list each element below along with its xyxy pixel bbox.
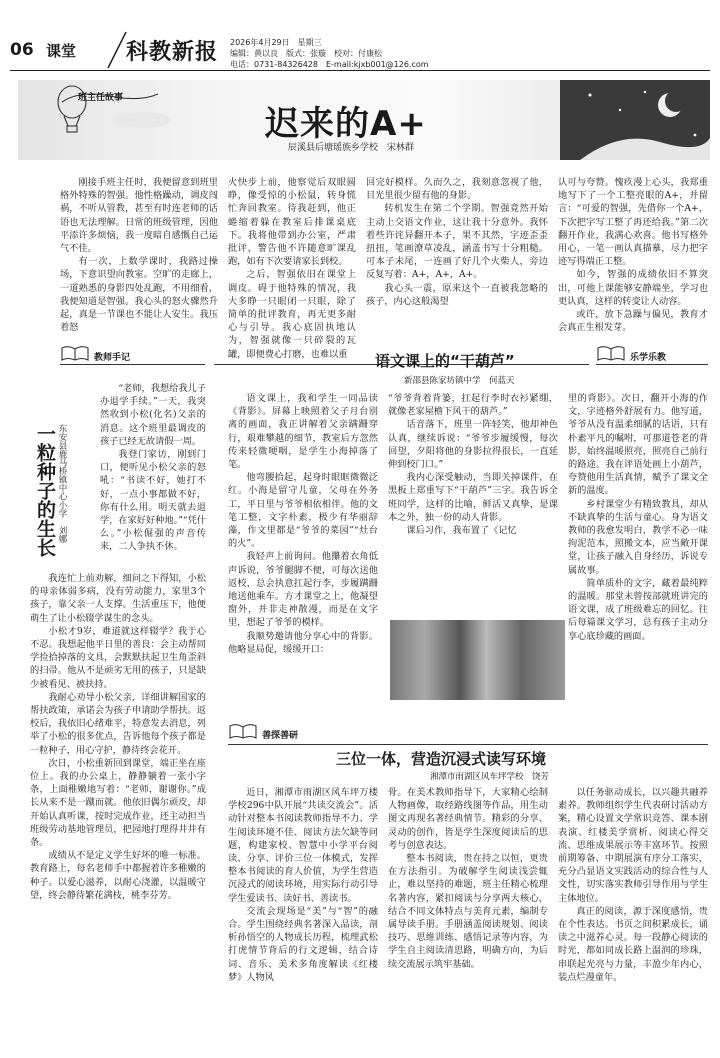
fun-learning-column-1 (228, 392, 378, 662)
paper-title: 科教新报 (126, 39, 219, 65)
header-info (230, 37, 429, 70)
fun-learning-column-2 (388, 392, 558, 616)
paragraph: 我耐心劝导小松父亲，详细讲解国家的帮扶政策，承诺会为孩子申请助学帮扶。返校后，我依旧心绪难平，特意发去消息，列举了小松的很多优点，告诉他每个孩子都是一粒种子，用心守护，静待终会花开。 (30, 691, 206, 756)
paragraph: 乡村课堂少有精致教具，却从不缺真挚的生活与童心。身为语文教师的我愈发明白，教学不必一味拘泥范本，照搬文本，应当敞开课堂，让孩子融入自身经历，诉说专属故事。 (568, 498, 708, 576)
teacher-notes-intro (100, 382, 206, 572)
feature-column-1 (60, 176, 218, 336)
fun-learning-title: 语文课上的“干葫芦” (375, 352, 515, 370)
feature-column-3 (366, 176, 548, 336)
night-sky-moon-icon (560, 80, 710, 160)
paragraph: 整本书阅读，贵在持之以恒，更贵在方法指引。为破解学生阅读浅尝辄止，难以坚持的难题，班主任精心梳理名著内容，紧扣阅读与分享两大核心，结合不同文体特点与美育元素，编制专属导读手册。手册涵盖阅读规划、阅读技巧、思维训练、感悟记录等内容，为学生自主阅读清思路，明确方向，为后续交流展示筑牢基础。 (388, 853, 548, 970)
paragraph: 里的背影》。次日，翻开小海的作文，字迹格外舒展有力。他写道，爷爷从没有温柔细腻的话语，只有朴素平凡的嘱咐，可那道苍老的背影，始终温暖照亮，照亮自己前行的路途。我在评语处画上小葫芦，夸赞他用生活真情，赋予了课文全新的温度。 (568, 393, 708, 497)
paragraph: 我连忙上前劝解，细问之下得知，小松的母亲体弱多病，没有劳动能力，家里3个孩子，靠父亲一人支撑。生活重压下，他便萌生了让小松辍学谋生的念头。 (30, 573, 206, 624)
paragraph: 回完好模样。久而久之，我刻意忽视了他，目光里很少留有他的身影。 (366, 177, 548, 202)
section-rule (60, 364, 205, 365)
teacher-notes-tag: 教师手记 (94, 353, 131, 363)
paragraph: 真正的阅读，源于深度感悟，贵在个性表达。书页之间积累成长，诵读之中滋养心灵。每一段静心阅读的时光，都如同成长路上温润的珍珠，串联起光亮与力量，丰盈少年内心，装点烂漫童年。 (558, 905, 708, 983)
fun-learning-byline: 新邵县陈家坊镇中学 何蓝天 (404, 376, 515, 386)
fun-learning-tag: 乐学乐教 (630, 353, 667, 363)
paragraph: 火快步上前，他察觉后双眼圆睁，像受惊的小松鼠，转身慌忙奔回教室。待我赶到，他正蜷缩着躲在教室后排课桌底下。我将他带到办公室，严肃批评，警告他不许随意旷课乱跑，如有下次要请家长到校。 (228, 177, 356, 268)
research-column-3 (558, 786, 708, 1050)
paragraph: 以任务驱动成长，以兴趣共融养素养。教师组织学生代表研讨活动方案，精心设置文学常识竞答、课本剧表演、红楼美学赏析、阅读心得交流、思维成果展示等丰富环节。按照前期筹备、中期展演有序分工落实，充分凸显语文实践活动的综合性与人文性，切实落实教师引导作用与学生主体地位。 (558, 787, 708, 904)
section-rule (228, 744, 708, 745)
feature-tag: 班主任故事 (78, 93, 124, 103)
paragraph: 我登门家访，刚到门口，便听见小松父亲的怒吼：“书读不好，她打不好，一点小事都做不好，你有什么用。明天就去退学，在家好好种地。”“凭什么。”小松倔强的声音传来，二人争执不休。 (100, 449, 206, 553)
paragraph: 刚接手班主任时，我便留意到班里格外特殊的智强。他性格躁动，调皮闯祸，不听从管教，甚至有时连老师的话语也无法理解。日常的班级管理，因他平添许多烦恼，我一度暗自感慨自己运气不佳。 (60, 177, 218, 255)
feature-byline: 辰溪县后塘瑶族乡学校 宋林群 (288, 143, 415, 153)
research-tag: 善探善研 (262, 731, 299, 741)
paragraph: 有一次，上数学课时，我路过操场，下意识望向教室。空旷的走廊上，一道熟悉的身影四处乱跑，不用细看，我便知道是智强。我心头的怒火骤然升起，真是一节课也不能让人安生。我压着怒 (60, 256, 218, 334)
page-number: 06 (10, 40, 34, 60)
research-byline: 湘潭市雨湖区风车坪学校 饶芳 (430, 772, 550, 782)
research-title: 三位一体，营造沉浸式读写环境 (336, 750, 547, 768)
paragraph: 我内心深受触动，当即关掉课件，在黑板上郑重写下“干葫芦”三字。我告诉全班同学，这样的比喻，鲜活又真挚，是课本之外，独一份的动人背影。 (388, 472, 558, 523)
paragraph: 交流会现场是“美”与“智”的融合。学生围绕经典名著深入品读，剖析孙悟空的人物成长历程，梳理武松打虎情节背后的行文逻辑，结合诗词、音乐、美术多角度解读《红楼梦》人物风 (228, 905, 378, 983)
teacher-notes-title: 一粒种子的生长 (34, 424, 56, 557)
open-book-icon (228, 722, 258, 740)
research-column-1 (228, 786, 378, 1050)
contact-line: 电话：0731-84326428 E-mail:kjxb001@126.com (230, 60, 429, 69)
paragraph: 他弯腰拾起，起身时眼眶微微泛红。小海是留守儿童，父母在外务工，平日里与爷爷相依相伴。他的文笔工整，文字朴素，极少有华丽辞藻，作文里都是“爷爷的菜园”“灶台的火”。 (228, 472, 378, 550)
date-line: 2026年4月29日 星期三 (230, 38, 322, 47)
teacher-notes-byline: 东安县鹿马桥镇中心小学 刘娜 (57, 424, 67, 543)
research-column-2 (388, 786, 548, 1050)
paragraph: “爷爷背着背篓，扛起行李时衣衫紧绷，就像老家屋檐下风干的葫芦。” (388, 393, 558, 418)
section-name: 课堂 (46, 42, 77, 60)
paragraph: 次日，小松重新回到课堂，端正坐在座位上。我的办公桌上，静静躺着一张小字条，上面稚嫩地写着：“老师，谢谢你。”成长从来不是一蹴而就。他依旧偶尔顽皮，却开始认真听课，按时完成作业，还主动担当班级劳动基地管理员，把园地打理得井井有条。 (30, 757, 206, 849)
paragraph: 骨。在美术教师指导下，大家精心绘制人物画像，取经路线图等作品，用生动图文再现名著经典情节。精彩的分享、灵动的创作，皆是学生深度阅读后的思考与创意表达。 (388, 787, 548, 851)
paragraph: 我轻声上前询问。他攥着衣角低声诉说，爷爷腿脚不便，可每次送他返校，总会执意扛起行李，步履蹒跚地送他乘车。方才课堂之上，他凝望窗外，并非走神散漫，而是在文字里，想起了爷爷的模样。 (228, 551, 378, 629)
gourd-photo (390, 620, 565, 700)
header-rule (10, 70, 710, 71)
paragraph: 小松才9岁，难道就这样辍学？我于心不忍。我想起他平日里的善良：会主动帮同学捡拾掉落的文具，会默默扶起卫生角歪斜的扫帚。他从不是顽劣无用的孩子，只是缺少被看见、被扶持。 (30, 625, 206, 690)
feature-column-4 (558, 176, 708, 336)
paragraph: 如今，智强的成绩依旧不算突出，可他上课能够安静端坐，学习也更认真，这样的转变让人动容。 (558, 269, 708, 307)
paragraph: 成绩从不是定义学生好坏的唯一标准。教育路上，每名老师手中都握着许多稚嫩的种子。以爱心滋养，以耐心浇灌，以温暖守望，终会静待繁花满枝，桃李芬芳。 (30, 850, 206, 901)
paragraph: 课后习作，我布置了《记忆 (406, 525, 517, 537)
paragraph: 或许，放下急躁与偏见，教育才会真正生根发芽。 (558, 309, 708, 334)
editor-line: 编辑：黄以良 版式：张璇 校对：付康松 (230, 49, 382, 58)
paragraph: 我心头一震，原来这个一直被我忽略的孩子，内心这般渴望 (366, 282, 548, 307)
paragraph: “老师，我想给我儿子办退学手续。”一天，我突然收到小松(化名)父亲的消息。这个班里最调皮的孩子已经无故请假一周。 (100, 383, 206, 447)
section-rule (596, 364, 708, 365)
paragraph: 简单质朴的文字，藏着最纯粹的温暖。那堂未曾按部就班讲完的语文课，成了班级难忘的回忆。往后每篇课文学习，总有孩子主动分享心底珍藏的画面。 (568, 577, 708, 642)
paragraph: 近日，湘潭市雨湖区风车坪万楼学校296中队开展“共读交流会”。活动针对整本书阅读教师指导不力、学生阅读环境不佳、阅读方法欠缺等问题，构建家校、智慧中小学平台阅读、分享、评价三位一体模式，发挥整本书阅读的育人价值，为学生营造沉浸式的阅读环境，用实际行动引导学生爱读书、读好书、善读书。 (228, 787, 378, 904)
paragraph: 认可与夸赞。愧疚漫上心头，我郑重地写下了一个工整亮眼的A+，并留言：“可爱的智强，先借你一个A+，下次把字写工整了再还给我。”第二次翻开作业，我满心欢喜。他书写格外用心，一笔一画认真描摹，尽力把字迹写得端正工整。 (558, 177, 708, 268)
open-book-icon (60, 344, 90, 362)
feature-title: 迟来的A+ (265, 104, 427, 144)
paragraph: 话音落下，班里一阵轻笑，他却神色认真，继续诉说：“爷爷步履缓慢，每次回望，夕阳将他的身影拉得很长，一直延伸到校门口。” (388, 419, 558, 471)
paragraph: 之后，智强依旧在课堂上调皮。碍于他特殊的情况，我大多睁一只眼闭一只眼，除了简单的批评教育，再无更多耐心与引导。我心底固执地认为，智强就像一只碎裂的瓦罐，即便费心打磨，也难以重 (228, 269, 356, 360)
fun-learning-column-3 (568, 392, 708, 702)
teacher-notes-body (30, 572, 206, 1050)
open-book-icon (596, 344, 626, 362)
paragraph: 转机发生在第二个学期。智强竟然开始主动上交语文作业，这让我十分意外。我怀着些许诧异翻开本子，果不其然，字迹歪歪扭扭，笔画潦草凌乱，涵盖书写十分粗糙。可本子末尾，一连画了好几个火柴人，旁边反复写着：A+，A+，A+。 (366, 203, 548, 281)
paragraph: 语文课上，我和学生一同品读《背影》。屏幕上映照着父子月台别离的画面，我正讲解着父亲蹒跚穿行，艰难攀越的细节，教室后方忽然传来轻微哽咽，是学生小海掉落了笔。 (228, 393, 378, 471)
feature-column-2 (228, 176, 356, 360)
paragraph: 我顺势邀请他分享心中的背影。他略显局促，缓缓开口： (228, 630, 378, 655)
